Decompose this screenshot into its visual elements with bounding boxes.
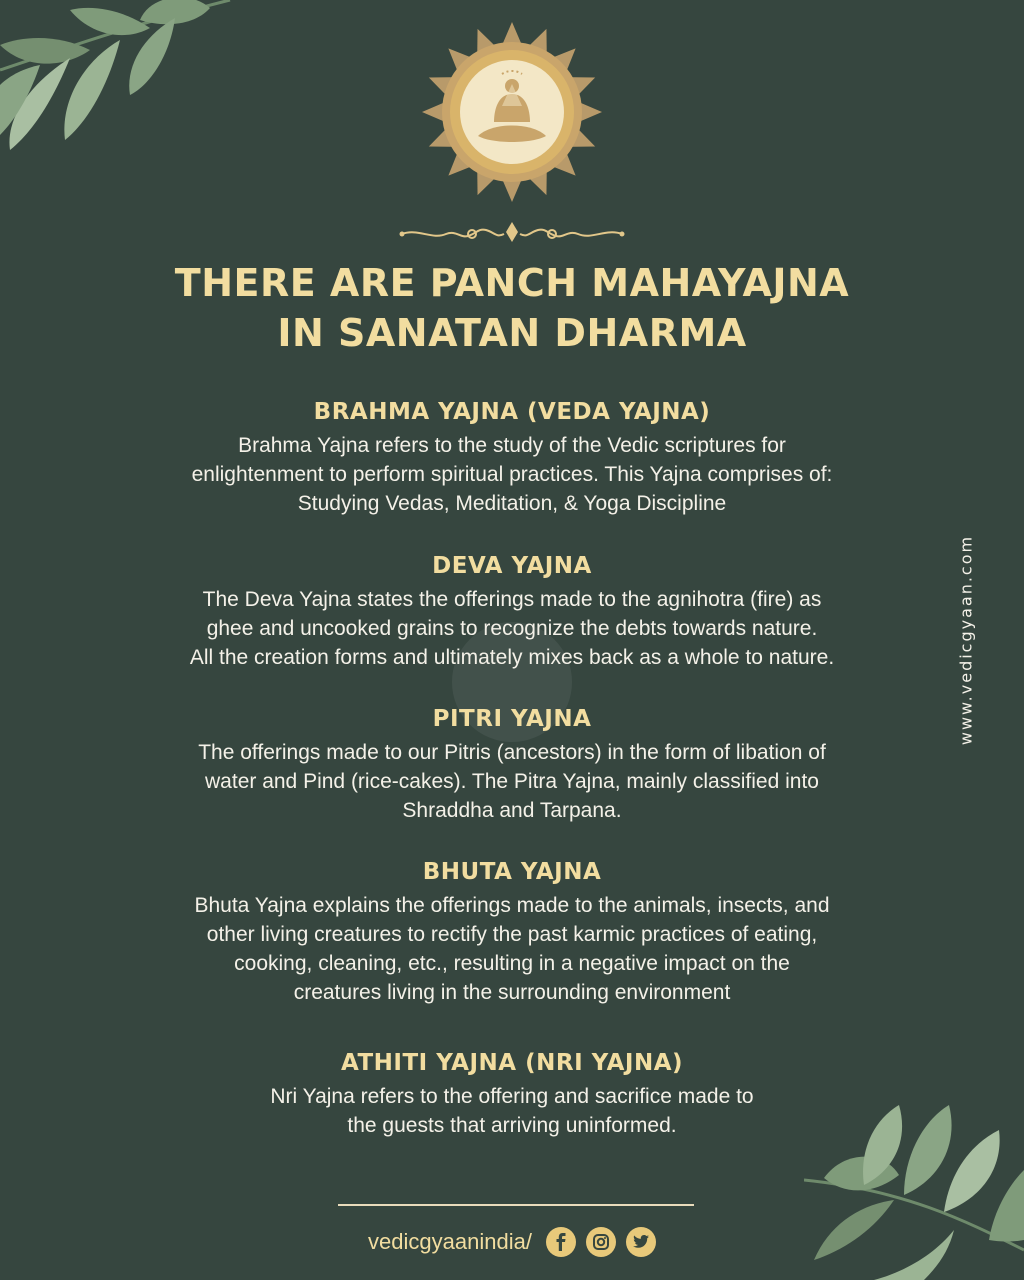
section-body-line: enlightenment to perform spiritual practices. This Yajna comprises of:: [191, 463, 833, 486]
section-body-line: cooking, cleaning, etc., resulting in a negative impact on the: [234, 952, 790, 975]
section-body-line: Studying Vedas, Meditation, & Yoga Discipline: [297, 492, 727, 515]
section-body-line: water and Pind (rice-cakes). The Pitra Yajna, mainly classified into: [205, 770, 819, 793]
title-line-1: THERE ARE PANCH MAHAYAJNA: [174, 261, 850, 305]
section-body-line: other living creatures to rectify the past karmic practices of eating,: [206, 923, 818, 946]
section-body: [0, 1082, 1024, 1140]
ornamental-divider: [398, 218, 626, 248]
facebook-icon[interactable]: [546, 1227, 576, 1257]
title-line-2: IN SANATAN DHARMA: [277, 311, 747, 355]
social-handle: vedicgyaanindia/: [368, 1229, 532, 1254]
section-body: [0, 585, 1024, 672]
section-heading: ATHITI YAJNA (NRI YAJNA): [340, 1050, 684, 1076]
section-body: [0, 431, 1024, 518]
meditation-mandala-emblem: [422, 22, 602, 202]
section-body-line: Brahma Yajna refers to the study of the Vedic scriptures for: [238, 434, 786, 457]
footer: [0, 1222, 1024, 1262]
section-body-line: ghee and uncooked grains to recognize the debts towards nature.: [206, 617, 818, 640]
section-body-line: Bhuta Yajna explains the offerings made to the animals, insects, and: [194, 894, 830, 917]
section-athiti-yajna: [0, 1048, 1024, 1140]
section-bhuta-yajna: [0, 857, 1024, 1007]
section-body-line: creatures living in the surrounding environment: [293, 981, 731, 1004]
section-heading: BHUTA YAJNA: [422, 859, 602, 885]
section-heading: DEVA YAJNA: [432, 553, 592, 579]
twitter-icon[interactable]: [626, 1227, 656, 1257]
leaves-decoration-top-left: [0, 0, 240, 190]
section-body-line: Nri Yajna refers to the offering and sacrifice made to: [270, 1085, 754, 1108]
section-heading: BRAHMA YAJNA (VEDA YAJNA): [313, 399, 711, 425]
section-body: [0, 738, 1024, 825]
section-body-line: The Deva Yajna states the offerings made to the agnihotra (fire) as: [202, 588, 822, 611]
section-brahma-yajna: [0, 397, 1024, 518]
instagram-icon[interactable]: [586, 1227, 616, 1257]
section-body-line: All the creation forms and ultimately mixes back as a whole to nature.: [189, 646, 835, 669]
section-deva-yajna: [0, 551, 1024, 672]
website-url: www.vedicgyaan.com: [956, 534, 976, 746]
section-body-line: the guests that arriving uninformed.: [347, 1114, 677, 1137]
page-title: [0, 258, 1024, 358]
section-heading: PITRI YAJNA: [432, 706, 592, 732]
section-pitri-yajna: [0, 704, 1024, 825]
footer-divider: [338, 1204, 694, 1206]
section-body-line: Shraddha and Tarpana.: [402, 799, 622, 822]
section-body: [0, 891, 1024, 1007]
section-body-line: The offerings made to our Pitris (ancestors) in the form of libation of: [198, 741, 826, 764]
